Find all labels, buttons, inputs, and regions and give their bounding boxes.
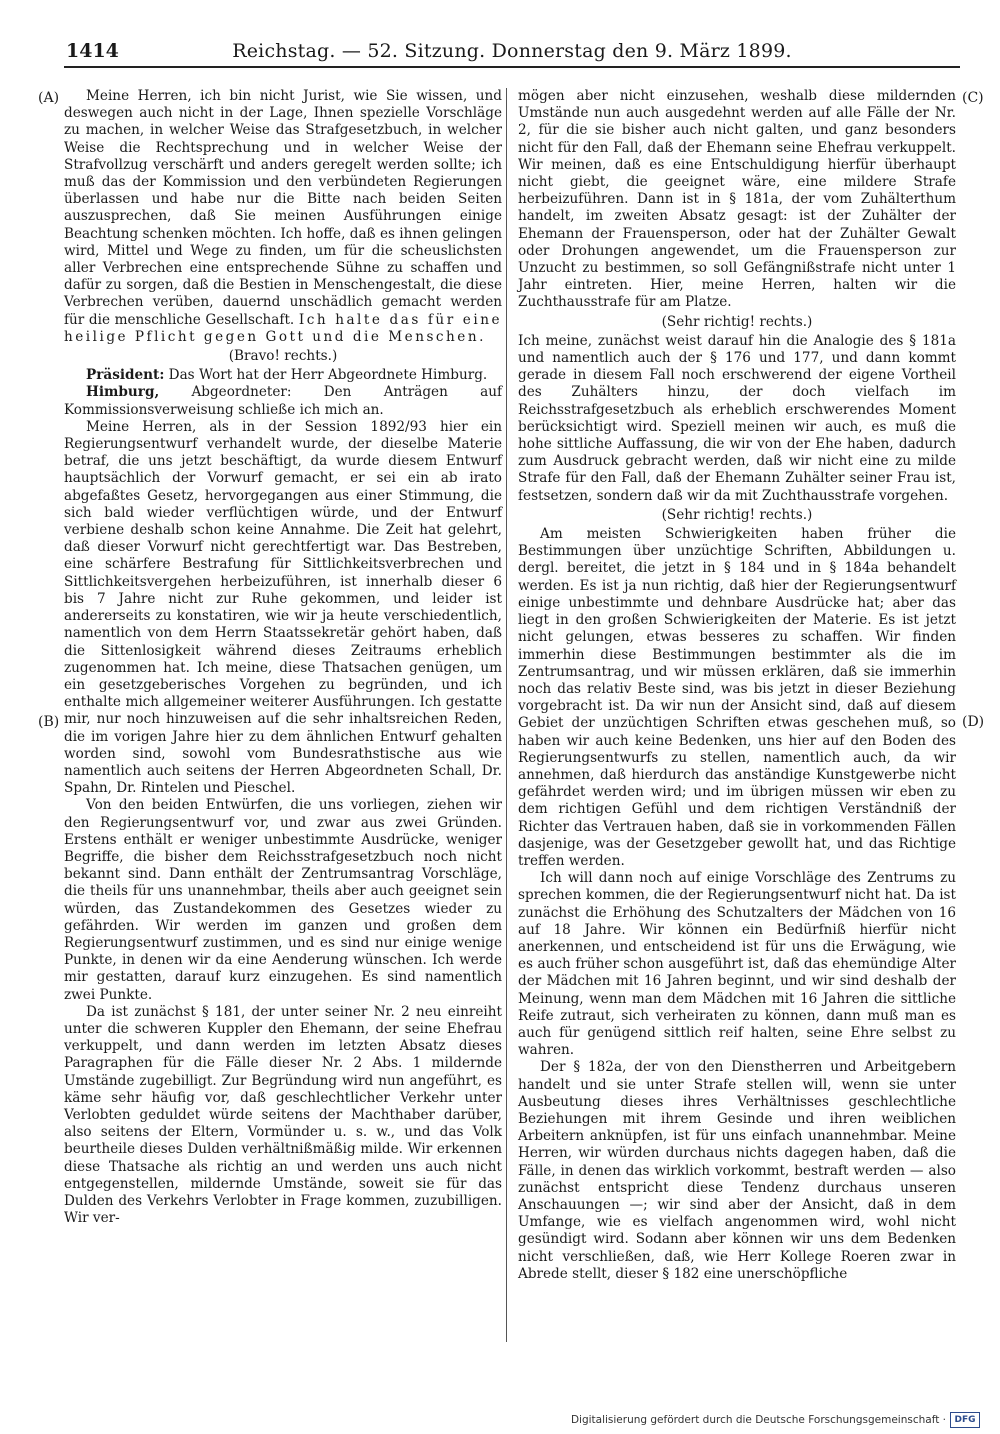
paragraph: mögen aber nicht einzusehen, weshalb diese mildernden Umstände nun auch ausgedehnt werden auf alle Fälle der Nr. 2, für die sie bisher auch nicht galten, und ganz besonders nicht für den Fall, daß der Ehemann seine Ehefrau verkuppelt. Wir meinen, daß es eine Entschuldigung hierfür überhaupt nicht giebt, die geeignet wäre, eine mildere Strafe herbeizuführen. Dann ist in § 181a, der vom Zuhälterthum handelt, im zweiten Absatz gesagt: ist der Zuhälter der Ehemann der Frauensperson, oder hat der Zuhälter Gewalt oder Drohungen angewendet, um die Frauensperson zur Unzucht zu bestimmen, so soll Gefängnißstrafe nicht unter 1 Jahr eintreten. Hier, meine Herren, halten wir die Zuchthausstrafe für am Platze. bbox=[518, 88, 956, 311]
emphasized-text: Ich halte das für eine heilige Pflicht gegen Gott und die Menschen. bbox=[64, 311, 502, 345]
running-title: Reichstag. — 52. Sitzung. Donnerstag den 9. März 1899. bbox=[232, 40, 792, 62]
paragraph: Da ist zunächst § 181, der unter seiner Nr. 2 neu einreiht unter die schweren Kuppler den Ehemann, der seine Ehefrau verkuppelt, und dann werden im letzten Absatz dieses Paragraphen für die Fälle dieser Nr. 2 Abs. 1 mildernde Umstände zugebilligt. Zur Begründung wird nun angeführt, es käme sehr häufig vor, daß geschlechtlicher Verkehr unter Verlobten geduldet würde seitens der Machthaber darüber, also seitens der Eltern, Vormünder u. s. w., und das Volk beurtheile dieses Dulden verhältnißmäßig milde. Wir erkennen diese Thatsache als richtig an und werden uns auch nicht entgegenstellen, mildernde Umstände, soweit sie für das Dulden des Verkehrs Verlobter in Frage kommen, zuzubilligen. Wir ver- bbox=[64, 1003, 502, 1227]
page-number: 1414 bbox=[66, 40, 119, 62]
paragraph-text: Abgeordneter: Den Anträgen auf Kommissionsverweisung schließe ich mich an. bbox=[64, 384, 502, 418]
speaker-name: Präsident: bbox=[86, 367, 165, 384]
dfg-logo-icon: DFG bbox=[950, 1412, 980, 1428]
footer bbox=[571, 1412, 980, 1428]
speaker-name: Himburg, bbox=[86, 384, 160, 401]
speaker-paragraph bbox=[64, 367, 502, 384]
margin-marker-a: (A) bbox=[38, 90, 60, 106]
page-header bbox=[64, 36, 960, 68]
paragraph-text: Das Wort hat der Herr Abgeordnete Himburg. bbox=[164, 367, 488, 384]
paragraph: Der § 182a, der von den Dienstherren und Arbeitgebern handelt und sie unter Strafe stellen will, wenn sie unter Ausbeutung dieses ihres Verhältnisses geschlechtliche Beziehungen mit ihrem Gesinde und ihren weiblichen Arbeitern anknüpfen, ist für uns einfach unannehmbar. Meine Herren, wir würden durchaus nichts dagegen haben, daß die Fälle, in denen das wirklich vorkommt, bestraft werden — also zunächst entspricht diese Tendenz durchaus unseren Anschauungen —; wir sind aber der Ansicht, daß in dem Umfange, wie es vielfach angenommen wird, wohl nicht gesündigt wird. Sodann aber können wir uns dem Bedenken nicht verschließen, daß, wie Herr Kollege Roeren zwar in Abrede stellt, dieser § 182 eine unerschöpfliche bbox=[518, 1059, 956, 1282]
paragraph: Ich will dann noch auf einige Vorschläge des Zentrums zu sprechen kommen, die der Regierungsentwurf nicht hat. Da ist zunächst die Erhöhung des Schutzalters der Mädchen von 16 auf 18 Jahre. Wir können ein Bedürfniß hierfür nicht anerkennen, und entscheidend ist für uns die Erwägung, wie es auch früher schon ausgeführt ist, daß das ehemündige Alter der Mädchen mit 16 Jahren beginnt, und wir sind deshalb der Meinung, wenn man dem Mädchen mit 16 Jahren die sittliche Reife zutraut, sich verheiraten zu können, dann muß man es auch für genügend sittlich reif halten, seine Ehre selbst zu wahren. bbox=[518, 870, 956, 1059]
interjection: (Sehr richtig! rechts.) bbox=[661, 313, 813, 330]
right-column bbox=[518, 88, 956, 1283]
margin-marker-b: (B) bbox=[38, 714, 60, 730]
paragraph: Meine Herren, als in der Session 1892/93 hier ein Regierungsentwurf verhandelt wurde, der dieselbe Materie betraf, die uns jetzt beschäftigt, da wurde diesem Entwurf hauptsächlich der Vorwurf gemacht, er sei ein ab irato abgefaßtes Gesetz, hervorgegangen aus einer Stimmung, die sich bald wieder verflüchtigen würde, und der Entwurf verbiene deshalb schon keine Annahme. Die Zeit hat gelehrt, daß dieser Vorwurf nicht gerechtfertigt war. Das Bestreben, eine schärfere Bestrafung für Sittlichkeitsverbrechen und Sittlichkeitsvergehen herbeizuführen, ist innerhalb dieser 6 bis 7 Jahre nicht zur Ruhe gekommen, und leider ist andererseits zu konstatiren, wie wir ja heute verschiedentlich, namentlich von dem Herrn Staatssekretär gehört haben, daß die Sittenlosigkeit während dieses Zeitraums erheblich zugenommen hat. Ich meine, diese Thatsachen genügen, um ein gesetzgeberisches Vorgehen zu begründen, und ich enthalte mich allgemeiner weiterer Ausführungen. Ich gestatte mir, nur noch hinzuweisen auf die sehr inhaltsreichen Reden, die im vorigen Jahre hier zu dem ähnlichen Entwurf gehalten worden sind, sowohl vom Bundesrathstische aus wie namentlich auch seitens der Herren Abgeordneten Schall, Dr. Spahn, Dr. Rintelen und Pieschel. bbox=[64, 418, 502, 797]
margin-marker-d: (D) bbox=[962, 714, 985, 730]
interjection: (Bravo! rechts.) bbox=[228, 348, 338, 365]
paragraph bbox=[64, 88, 502, 346]
paragraph: Ich meine, zunächst weist darauf hin die Analogie des § 181a und namentlich auch der § 176 und 177, und dann kommt gerade in diesem Fall noch erschwerend der eigene Vortheil des Zuhälters hinzu, der doch vielfach im Reichsstrafgesetzbuch als erheblich erschwerendes Moment berücksichtigt wird. Speziell meinen wir auch, es muß die hohe sittliche Auffassung, die wir von der Ehe haben, dadurch zum Ausdruck gebracht werden, daß wir nicht eine zu milde Strafe für den Fall, daß der Ehemann Zuhälter seiner Frau ist, festsetzen, sondern daß wir da mit Zuchthausstrafe vorgehen. bbox=[518, 332, 956, 504]
footer-credit: Digitalisierung gefördert durch die Deutsche Forschungsgemeinschaft · bbox=[570, 1414, 946, 1426]
column-divider bbox=[506, 88, 507, 1342]
left-column bbox=[64, 88, 502, 1227]
paragraph-text: Meine Herren, ich bin nicht Jurist, wie Sie wissen, und deswegen auch nicht in der Lage, Ihnen spezielle Vorschläge zu machen, in welcher Weise das Strafgesetzbuch, in welcher Weise die Rechtsprechung und in welcher Weise der Strafvollzug verschärft und anders geregelt werden sollte; ich muß das der Kommission und den verbündeten Regierungen überlassen und habe nur die Bitte nach beiden Seiten auszusprechen, daß Sie meinen Ausführungen einige Beachtung schenken möchten. Ich hoffe, daß es ihnen gelingen wird, Mittel und Wege zu finden, um für die scheuslichsten aller Verbrechen eine entsprechende Sühne zu schaffen und dafür zu sorgen, daß die Bestien in Menschengestalt, die diese Verbrechen verüben, dauernd unschädlich gemacht werden für die menschliche Gesellschaft. bbox=[64, 88, 502, 328]
speaker-paragraph bbox=[64, 384, 502, 418]
paragraph: Am meisten Schwierigkeiten haben früher die Bestimmungen über unzüchtige Schriften, Abbildungen u. dergl. bereitet, die jetzt in § 184 und in § 184a behandelt werden. Es ist ja nun richtig, daß hier der Regierungsentwurf einige unbestimmte und dehnbare Ausdrücke hat; aber das liegt in den großen Schwierigkeiten der Materie. Es ist jetzt nicht gelungen, etwas besseres zu schaffen. Wir finden immerhin diese Bestimmungen bestimmter als die im Zentrumsantrag, und wir müssen erklären, daß sie immerhin noch das relativ Beste sind, was bis jetzt in dieser Beziehung vorgebracht ist. Da wir nun der Ansicht sind, daß auf diesem Gebiet der unzüchtigen Schriften etwas geschehen muß, so haben wir auch keine Bedenken, uns hier auf den Boden des Regierungsentwurfs zu stellen, namentlich auch, da wir annehmen, daß hierdurch das anständige Kunstgewerbe nicht gefährdet werden wird; und im übrigen müssen wir eben zu dem richtigen Gefühl und dem richtigen Verständniß der Richter das Vertrauen haben, daß sie in vorkommenden Fällen dasjenige, was der Gesetzgeber gewollt hat, und das Richtige treffen werden. bbox=[518, 526, 956, 869]
margin-marker-c: (C) bbox=[962, 90, 984, 106]
interjection: (Sehr richtig! rechts.) bbox=[661, 506, 813, 523]
paragraph: Von den beiden Entwürfen, die uns vorliegen, ziehen wir den Regierungsentwurf vor, und zwar aus zwei Gründen. Erstens enthält er weniger unbestimmte Ausdrücke, weniger Begriffe, die bisher dem Reichsstrafgesetzbuch noch nicht bekannt sind. Dann enthält der Zentrumsantrag Vorschläge, die theils für uns unannehmbar, theils aber auch geeignet sein würden, das Zustandekommen des Gesetzes wieder zu gefährden. Wir werden im ganzen und großen dem Regierungsentwurf zustimmen, und es sind nur einige wenige Punkte, in denen wir da eine Aenderung wünschen. Ich werde mir gestatten, darauf kurz einzugehen. Es sind namentlich zwei Punkte. bbox=[64, 797, 502, 1003]
